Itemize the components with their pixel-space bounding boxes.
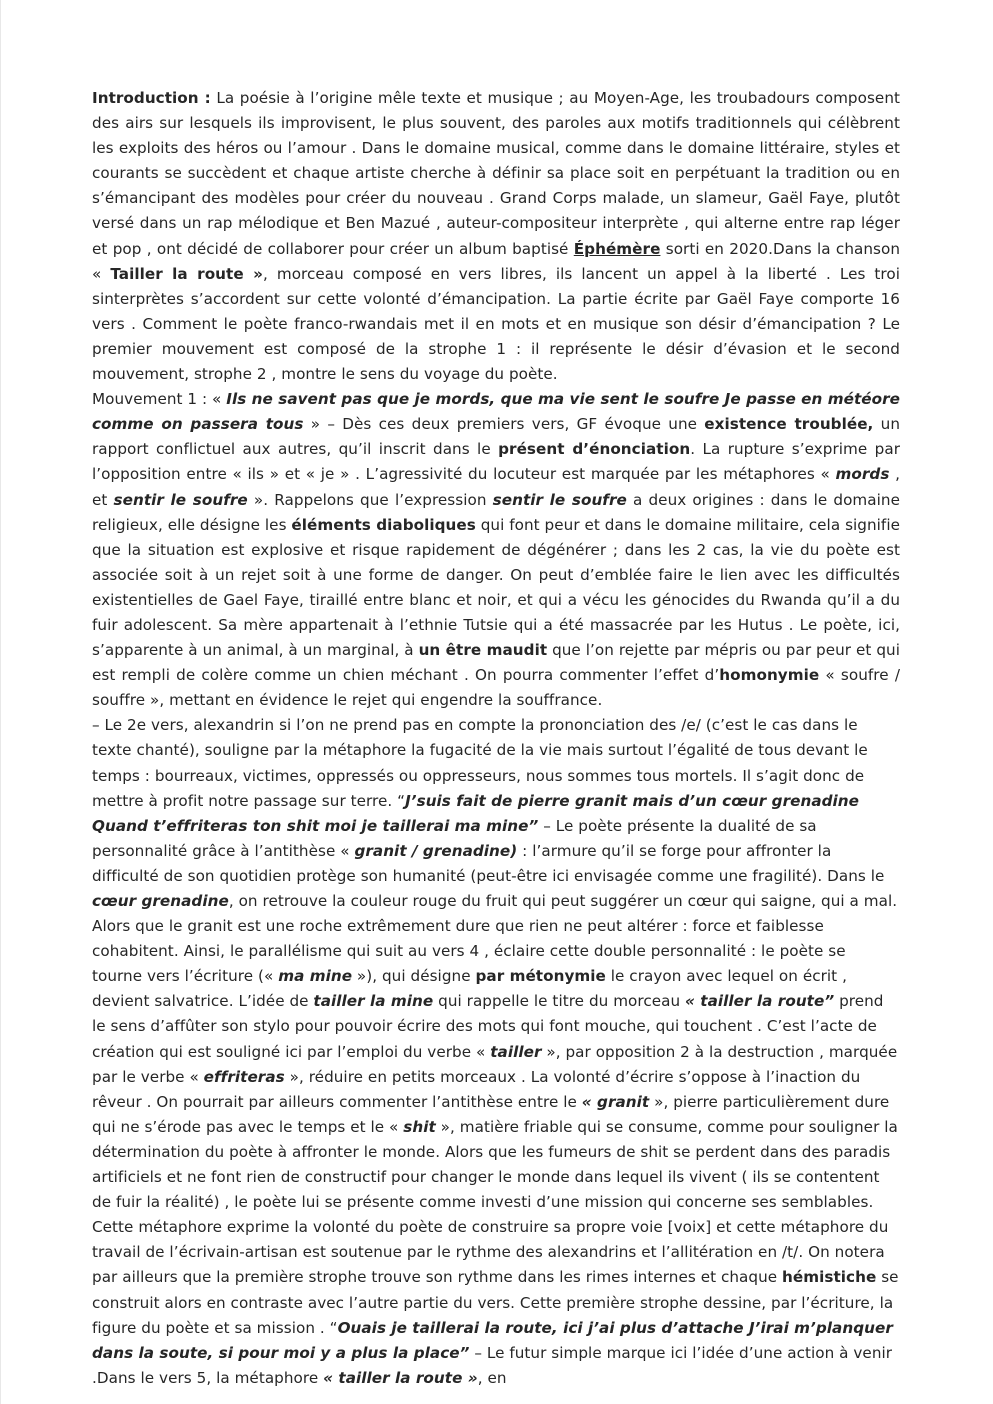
text-run-normal: – Le poète présente la dualité de sa personnalité grâce à l’antithèse «	[92, 816, 817, 860]
text-run-normal: se construit alors en contraste avec l’autre partie du vers. Cette première strophe dessine, par l’écriture, la figure du poète et sa mission . “	[92, 1268, 899, 1337]
paragraph-mouvement-1	[92, 387, 900, 713]
text-run-normal: que l’on rejette par mépris ou par peur et qui est rempli de colère comme un chien méchant . On pourra commenter l’effet d’	[92, 641, 900, 685]
text-run-normal: : l’armure qu’il se forge pour affronter la difficulté de son quotidien protège son humanité (peut-être ici envisagée comme une fragilité). Dans le	[92, 841, 885, 885]
text-run-normal: », par opposition 2 à la destruction , marquée par le verbe «	[92, 1042, 898, 1086]
text-run-normal: , on retrouve la couleur rouge du fruit qui peut suggérer un cœur qui saigne, qui a mal. Alors que le granit est une roche extrêmement dure que rien ne peut altérer : force et faiblesse cohabitent. Ainsi, le parallélisme qui suit au vers 4 , éclaire cette double personnalité : le poète se tourne vers l’écriture («	[92, 892, 898, 986]
text-run-bold: éléments diaboliques	[291, 515, 476, 534]
text-run-bold: homonymie	[719, 666, 820, 685]
text-run-normal: » – Dès ces deux premiers vers, GF évoque une	[303, 415, 705, 434]
text-run-bold-italic: tailler la mine	[313, 992, 434, 1011]
text-run-normal: le crayon avec lequel on écrit , devient salvatrice. L’idée de	[92, 967, 847, 1011]
text-run-normal: un rapport conflictuel aux autres, qu’il inscrit dans le	[92, 415, 901, 459]
text-run-bold: Introduction :	[92, 89, 211, 107]
text-run-bold-italic: « granit	[581, 1092, 650, 1111]
page-left-rule	[0, 0, 1, 1404]
text-run-normal: », matière friable qui se consume, comme pour souligner la détermination du poète à affronter le monde. Alors que les fumeurs de shit se perdent dans des paradis artificiels et ne font rien de constructif pour changer le monde dans lequel ils vivent ( ils se contentent de fuir la réalité) , le poète lui se présente comme investi d’une mission qui concerne ses semblables. Cette métaphore exprime la volonté du poète de construire sa propre voie [voix] et cette métaphore du travail de l’écrivain-artisan est soutenue par le rythme des alexandrins et l’allitération en /t/. On notera par ailleurs que la première strophe trouve son rythme dans les rimes internes et chaque	[92, 1117, 898, 1287]
text-run-normal: . La rupture s’exprime par l’opposition entre « ils » et « je » . L’agressivité du locuteur est marquée par les métaphores «	[92, 440, 900, 484]
text-run-bold-italic: tailler	[490, 1042, 542, 1061]
text-run-bold-italic: sentir le soufre	[113, 490, 248, 509]
text-run-normal: a deux origines : dans le domaine religieux, elle désigne les	[92, 490, 900, 534]
text-run-bold-italic: Ils ne savent pas que je mords, que ma vie sent le soufre Je passe en météore comme on passera tous	[92, 390, 900, 434]
text-run-bold-italic: Ouais je taillerai la route, ici j’ai plus d’attache J’irai m’planquer dans la soute, si pour moi y a plus la place”	[92, 1318, 893, 1362]
text-run-bold-italic: « tailler la route”	[685, 992, 835, 1011]
text-run-bold-italic: granit / grenadine)	[354, 841, 518, 860]
text-run-bold-italic: J’suis fait de pierre granit mais d’un cœur grenadine Quand t’effriteras ton shit moi je taillerai ma mine”	[92, 791, 860, 835]
text-run-bold: présent d’énonciation	[498, 440, 691, 459]
paragraph-introduction	[92, 86, 900, 387]
text-run-bold: hémistiche	[782, 1268, 877, 1287]
text-run-bold-italic: shit	[403, 1117, 436, 1136]
text-run-normal: ». Rappelons que l’expression	[247, 490, 493, 509]
text-run-normal: La poésie à l’origine mêle texte et musique ; au Moyen-Age, les troubadours composent des airs sur lesquels ils improvisent, le plus souvent, des paroles aux motifs traditionnels qui célèbrent les exploits des héros ou l’amour . Dans le domaine musical, comme dans le domaine littéraire, styles et courants se succèdent et chaque artiste cherche à définir sa place soit en perpétuant la tradition ou en s’émancipant des modèles pour créer du nouveau . Grand Corps malade, un slameur, Gaël Faye, plutôt versé dans un rap mélodique et Ben Mazué , auteur-compositeur interprète , qui alterne entre rap léger et pop , ont décidé de collaborer pour créer un album baptisé	[92, 89, 900, 258]
text-run-normal: sorti en 2020.Dans la chanson «	[92, 239, 901, 283]
text-run-normal: , et	[92, 465, 900, 509]
text-run-bold-italic: ma mine	[278, 967, 353, 986]
text-run-bold-italic: mords	[835, 465, 890, 484]
text-run-bold: existence troublée,	[704, 415, 874, 434]
text-run-normal: prend le sens d’affûter son stylo pour pouvoir écrire des mots qui font mouche, qui touchent . C’est l’acte de création qui est souligné ici par l’emploi du verbe «	[92, 992, 884, 1061]
text-run-bold: Tailler la route »	[110, 264, 263, 283]
text-run-normal: », réduire en petits morceaux . La volonté d’écrire s’oppose à l’inaction du rêveur . On pourrait par ailleurs commenter l’antithèse entre le	[92, 1067, 861, 1111]
text-run-normal: « soufre / souffre », mettant en évidence le rejet qui engendre la souffrance.	[92, 666, 900, 710]
text-run-bold: par métonymie	[475, 967, 606, 986]
text-run-normal: Mouvement 1 : «	[92, 390, 227, 409]
text-run-bold: un être maudit	[418, 641, 548, 660]
text-run-bold-italic: sentir le soufre	[492, 490, 627, 509]
paragraph-vers-2	[92, 713, 900, 1391]
text-run-normal: , morceau composé en vers libres, ils lancent un appel à la liberté . Les troi sinterprètes s’accordent sur cette volonté d’émancipation. La partie écrite par Gaël Faye comporte 16 vers . Comment le poète franco-rwandais met il en mots et en musique son désir d’émancipation ? Le premier mouvement est composé de la strophe 1 : il représente le désir d’évasion et le second mouvement, strophe 2 , montre le sens du voyage du poète.	[92, 264, 900, 384]
text-run-normal: , en	[477, 1368, 507, 1387]
text-run-normal: »), qui désigne	[352, 967, 476, 986]
text-run-normal: – Le futur simple marque ici l’idée d’une action à venir .Dans le vers 5, la métaphore	[92, 1343, 893, 1387]
text-run-normal: – Le 2e vers, alexandrin si l’on ne prend pas en compte la prononciation des /e/ (c’est le cas dans le texte chanté), souligne par la métaphore la fugacité de la vie mais surtout l’égalité de tous devant le temps : bourreaux, victimes, oppressés ou oppresseurs, nous sommes tous mortels. Il s’agit donc de mettre à profit notre passage sur terre. “	[92, 716, 868, 810]
text-run-bold-italic: « tailler la route »	[323, 1368, 478, 1387]
text-run-bold-underline: Éphémère	[573, 239, 661, 258]
text-run-normal: qui font peur et dans le domaine militaire, cela signifie que la situation est explosive et risque rapidement de dégénérer ; dans les 2 cas, la vie du poète est associée soit à un rejet soit à une forme de danger. On peut d’emblée faire le lien avec les difficultés existentielles de Gael Faye, tiraillé entre blanc et noir, et qui a vécu les génocides du Rwanda qu’il a du fuir adolescent. Sa mère appartenait à l’ethnie Tutsie qui a été massacrée par les Hutus . Le poète, ici, s’apparente à un animal, à un marginal, à	[92, 515, 900, 660]
document-text-body	[92, 86, 900, 1391]
text-run-bold-italic: effriteras	[203, 1067, 285, 1086]
text-run-bold-italic: cœur grenadine	[92, 892, 229, 910]
text-run-normal: qui rappelle le titre du morceau	[433, 992, 686, 1011]
text-run-normal: », pierre particulièrement dure qui ne s’érode pas avec le temps et le «	[92, 1092, 890, 1136]
